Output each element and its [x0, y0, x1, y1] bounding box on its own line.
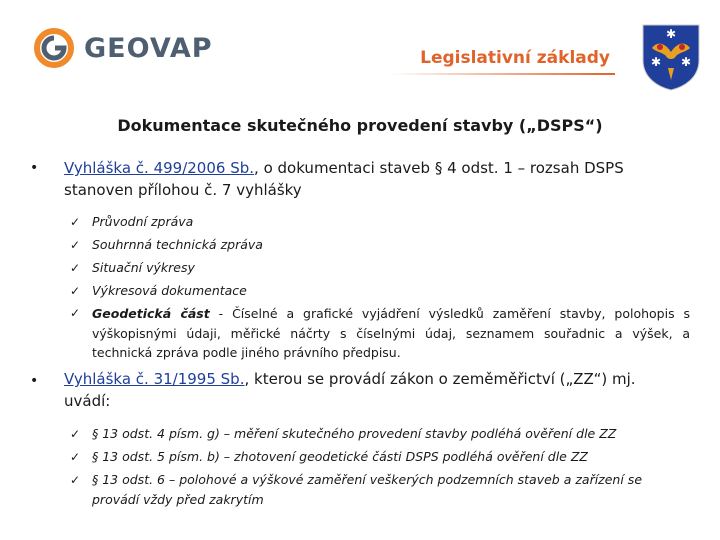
- check-icon: ✓: [70, 238, 81, 252]
- list-item-bold: Geodetická část: [92, 306, 210, 321]
- check-icon: ✓: [70, 473, 81, 487]
- list-item-text: § 13 odst. 6 – polohové a výškové zaměření veškerých podzemních staveb a zařízení se provádí vždy před zakrytím: [92, 472, 643, 507]
- list-item-text: § 13 odst. 4 písm. g) – měření skutečného provedení stavby podléhá ověření dle ZZ: [92, 426, 617, 441]
- list-item: [70, 424, 690, 444]
- check-icon: ✓: [70, 427, 81, 441]
- list-item: [70, 258, 690, 278]
- link-vyhlaska-499[interactable]: Vyhláška č. 499/2006 Sb.: [64, 159, 255, 177]
- list-item: [70, 281, 690, 301]
- coat-of-arms-icon: [640, 22, 702, 92]
- list-item: [70, 304, 690, 363]
- svg-text:✱: ✱: [650, 55, 662, 69]
- geovap-logo-icon: [34, 28, 74, 68]
- list-item: [70, 447, 690, 467]
- svg-text:✱: ✱: [680, 55, 692, 69]
- bullet: •: [30, 373, 39, 389]
- logo-text: GEOVAP: [84, 32, 213, 64]
- page-title: Dokumentace skutečného provedení stavby („DSPS“): [117, 116, 603, 135]
- list-item-text: § 13 odst. 5 písm. b) – zhotovení geodetické části DSPS podléhá ověření dle ZZ: [92, 449, 588, 464]
- list-item: [70, 212, 690, 232]
- link-vyhlaska-31[interactable]: Vyhláška č. 31/1995 Sb.: [64, 370, 245, 388]
- list-item-text: Souhrnná technická zpráva: [92, 237, 263, 252]
- list-item-text: Průvodní zpráva: [92, 214, 194, 229]
- check-list-2: [70, 424, 690, 510]
- check-icon: ✓: [70, 261, 81, 275]
- list-item: [70, 470, 690, 510]
- paragraph-1-text: , o dokumentaci staveb § 4 odst. 1 – rozsah DSPS stanoven přílohou č. 7 vyhlášky: [64, 159, 624, 199]
- geovap-logo: [34, 28, 213, 68]
- check-list-1: [70, 212, 690, 363]
- list-item-text: Výkresová dokumentace: [92, 283, 247, 298]
- list-item: [70, 235, 690, 255]
- paragraph-2: [64, 368, 684, 412]
- check-icon: ✓: [70, 215, 81, 229]
- section-title: Legislativní základy: [420, 48, 610, 68]
- header-underline: [390, 73, 615, 75]
- paragraph-1: [64, 157, 684, 201]
- bullet: •: [30, 160, 39, 176]
- svg-text:✱: ✱: [665, 27, 677, 41]
- check-icon: ✓: [70, 284, 81, 298]
- check-icon: ✓: [70, 450, 81, 464]
- header: [0, 0, 720, 95]
- paragraph-2-text: , kterou se provádí zákon o zeměměřictví („ZZ“) mj. uvádí:: [64, 370, 636, 410]
- check-icon: ✓: [70, 306, 81, 320]
- list-item-text: Situační výkresy: [92, 260, 195, 275]
- list-item-text: - Číselné a grafické vyjádření výsledků zaměření stavby, polohopis s výškopisnými údaji, měřické náčrty s číselnými údaj, seznamem souřadnic a výšek, a technická zpráva podle jiného právního předpisu.: [92, 306, 691, 360]
